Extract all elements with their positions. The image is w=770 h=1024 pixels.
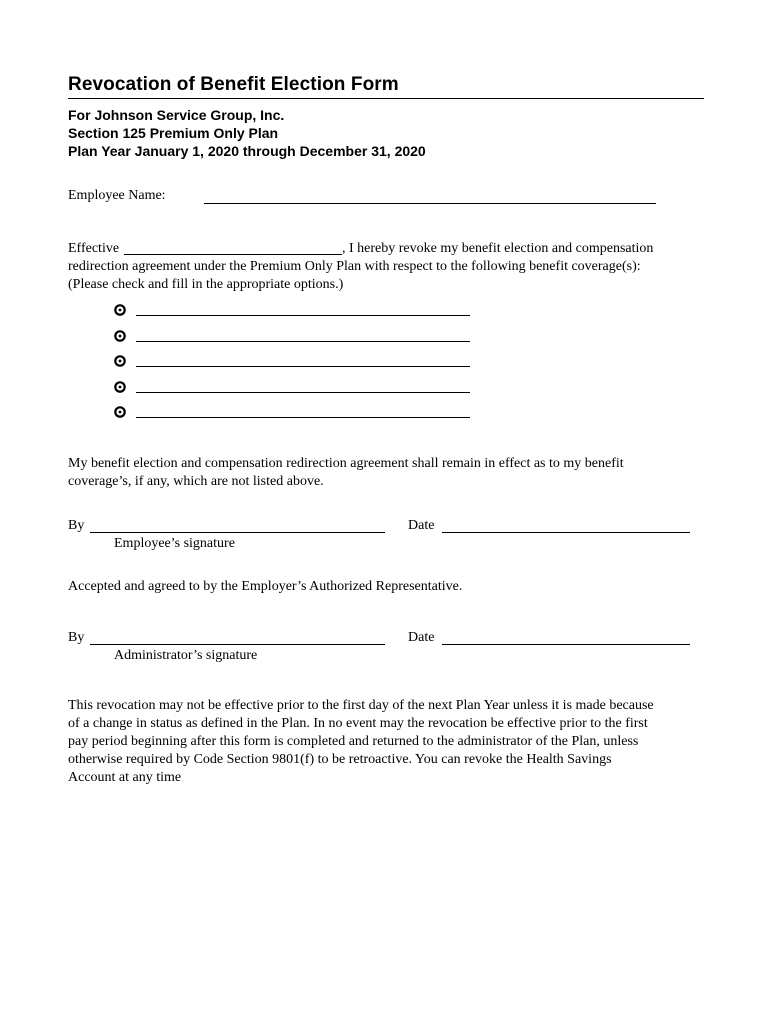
benefit-option-2[interactable]	[114, 326, 474, 346]
employee-name-label: Employee Name:	[68, 188, 166, 203]
remain-effect-line2: coverage’s, if any, which are not listed above.	[68, 474, 324, 489]
employee-by-label: By	[68, 518, 85, 533]
title-rule	[68, 98, 704, 99]
effective-line1-text: , I hereby revoke my benefit election and compensation	[342, 241, 654, 256]
notice-line3: pay period beginning after this form is completed and returned to the administrator of the Plan, unless	[68, 734, 639, 749]
benefit-option-field[interactable]	[136, 366, 470, 367]
remain-effect-line1: My benefit election and compensation redirection agreement shall remain in effect as to my benefit	[68, 456, 624, 471]
radio-bullet-icon[interactable]	[114, 355, 126, 367]
benefit-option-field[interactable]	[136, 341, 470, 342]
benefit-option-field[interactable]	[136, 417, 470, 418]
benefit-option-5[interactable]	[114, 402, 474, 422]
form-title: Revocation of Benefit Election Form	[68, 74, 399, 95]
employee-signature-field[interactable]	[90, 532, 385, 533]
effective-date-field[interactable]	[124, 254, 342, 255]
plan-year-subtitle: Plan Year January 1, 2020 through December 31, 2020	[68, 143, 426, 159]
company-subtitle: For Johnson Service Group, Inc.	[68, 107, 285, 123]
admin-signature-caption: Administrator’s signature	[114, 648, 258, 663]
benefit-option-1[interactable]	[114, 300, 474, 320]
benefit-option-3[interactable]	[114, 351, 474, 371]
benefit-option-4[interactable]	[114, 377, 474, 397]
notice-line2: of a change in status as defined in the Plan. In no event may the revocation be effective prior to the first	[68, 716, 648, 731]
benefit-option-field[interactable]	[136, 315, 470, 316]
employee-date-label: Date	[408, 518, 435, 533]
admin-signature-field[interactable]	[90, 644, 385, 645]
notice-line5: Account at any time	[68, 770, 182, 785]
effective-line2-text: redirection agreement under the Premium Only Plan with respect to the following benefit coverage(s):	[68, 259, 641, 274]
employee-name-field[interactable]	[204, 203, 656, 204]
accepted-statement: Accepted and agreed to by the Employer’s Authorized Representative.	[68, 579, 463, 594]
plan-subtitle: Section 125 Premium Only Plan	[68, 125, 279, 141]
radio-bullet-icon[interactable]	[114, 406, 126, 418]
effective-prefix: Effective	[68, 241, 120, 256]
notice-line4: otherwise required by Code Section 9801(f) to be retroactive. You can revoke the Health Savings	[68, 752, 612, 767]
radio-bullet-icon[interactable]	[114, 304, 126, 316]
admin-date-label: Date	[408, 630, 435, 645]
employee-date-field[interactable]	[442, 532, 690, 533]
radio-bullet-icon[interactable]	[114, 381, 126, 393]
effective-instructions: (Please check and fill in the appropriate options.)	[68, 277, 344, 292]
radio-bullet-icon[interactable]	[114, 330, 126, 342]
notice-line1: This revocation may not be effective prior to the first day of the next Plan Year unless it is made because	[68, 698, 654, 713]
benefit-option-field[interactable]	[136, 392, 470, 393]
admin-by-label: By	[68, 630, 85, 645]
admin-date-field[interactable]	[442, 644, 690, 645]
employee-signature-caption: Employee’s signature	[114, 536, 235, 551]
